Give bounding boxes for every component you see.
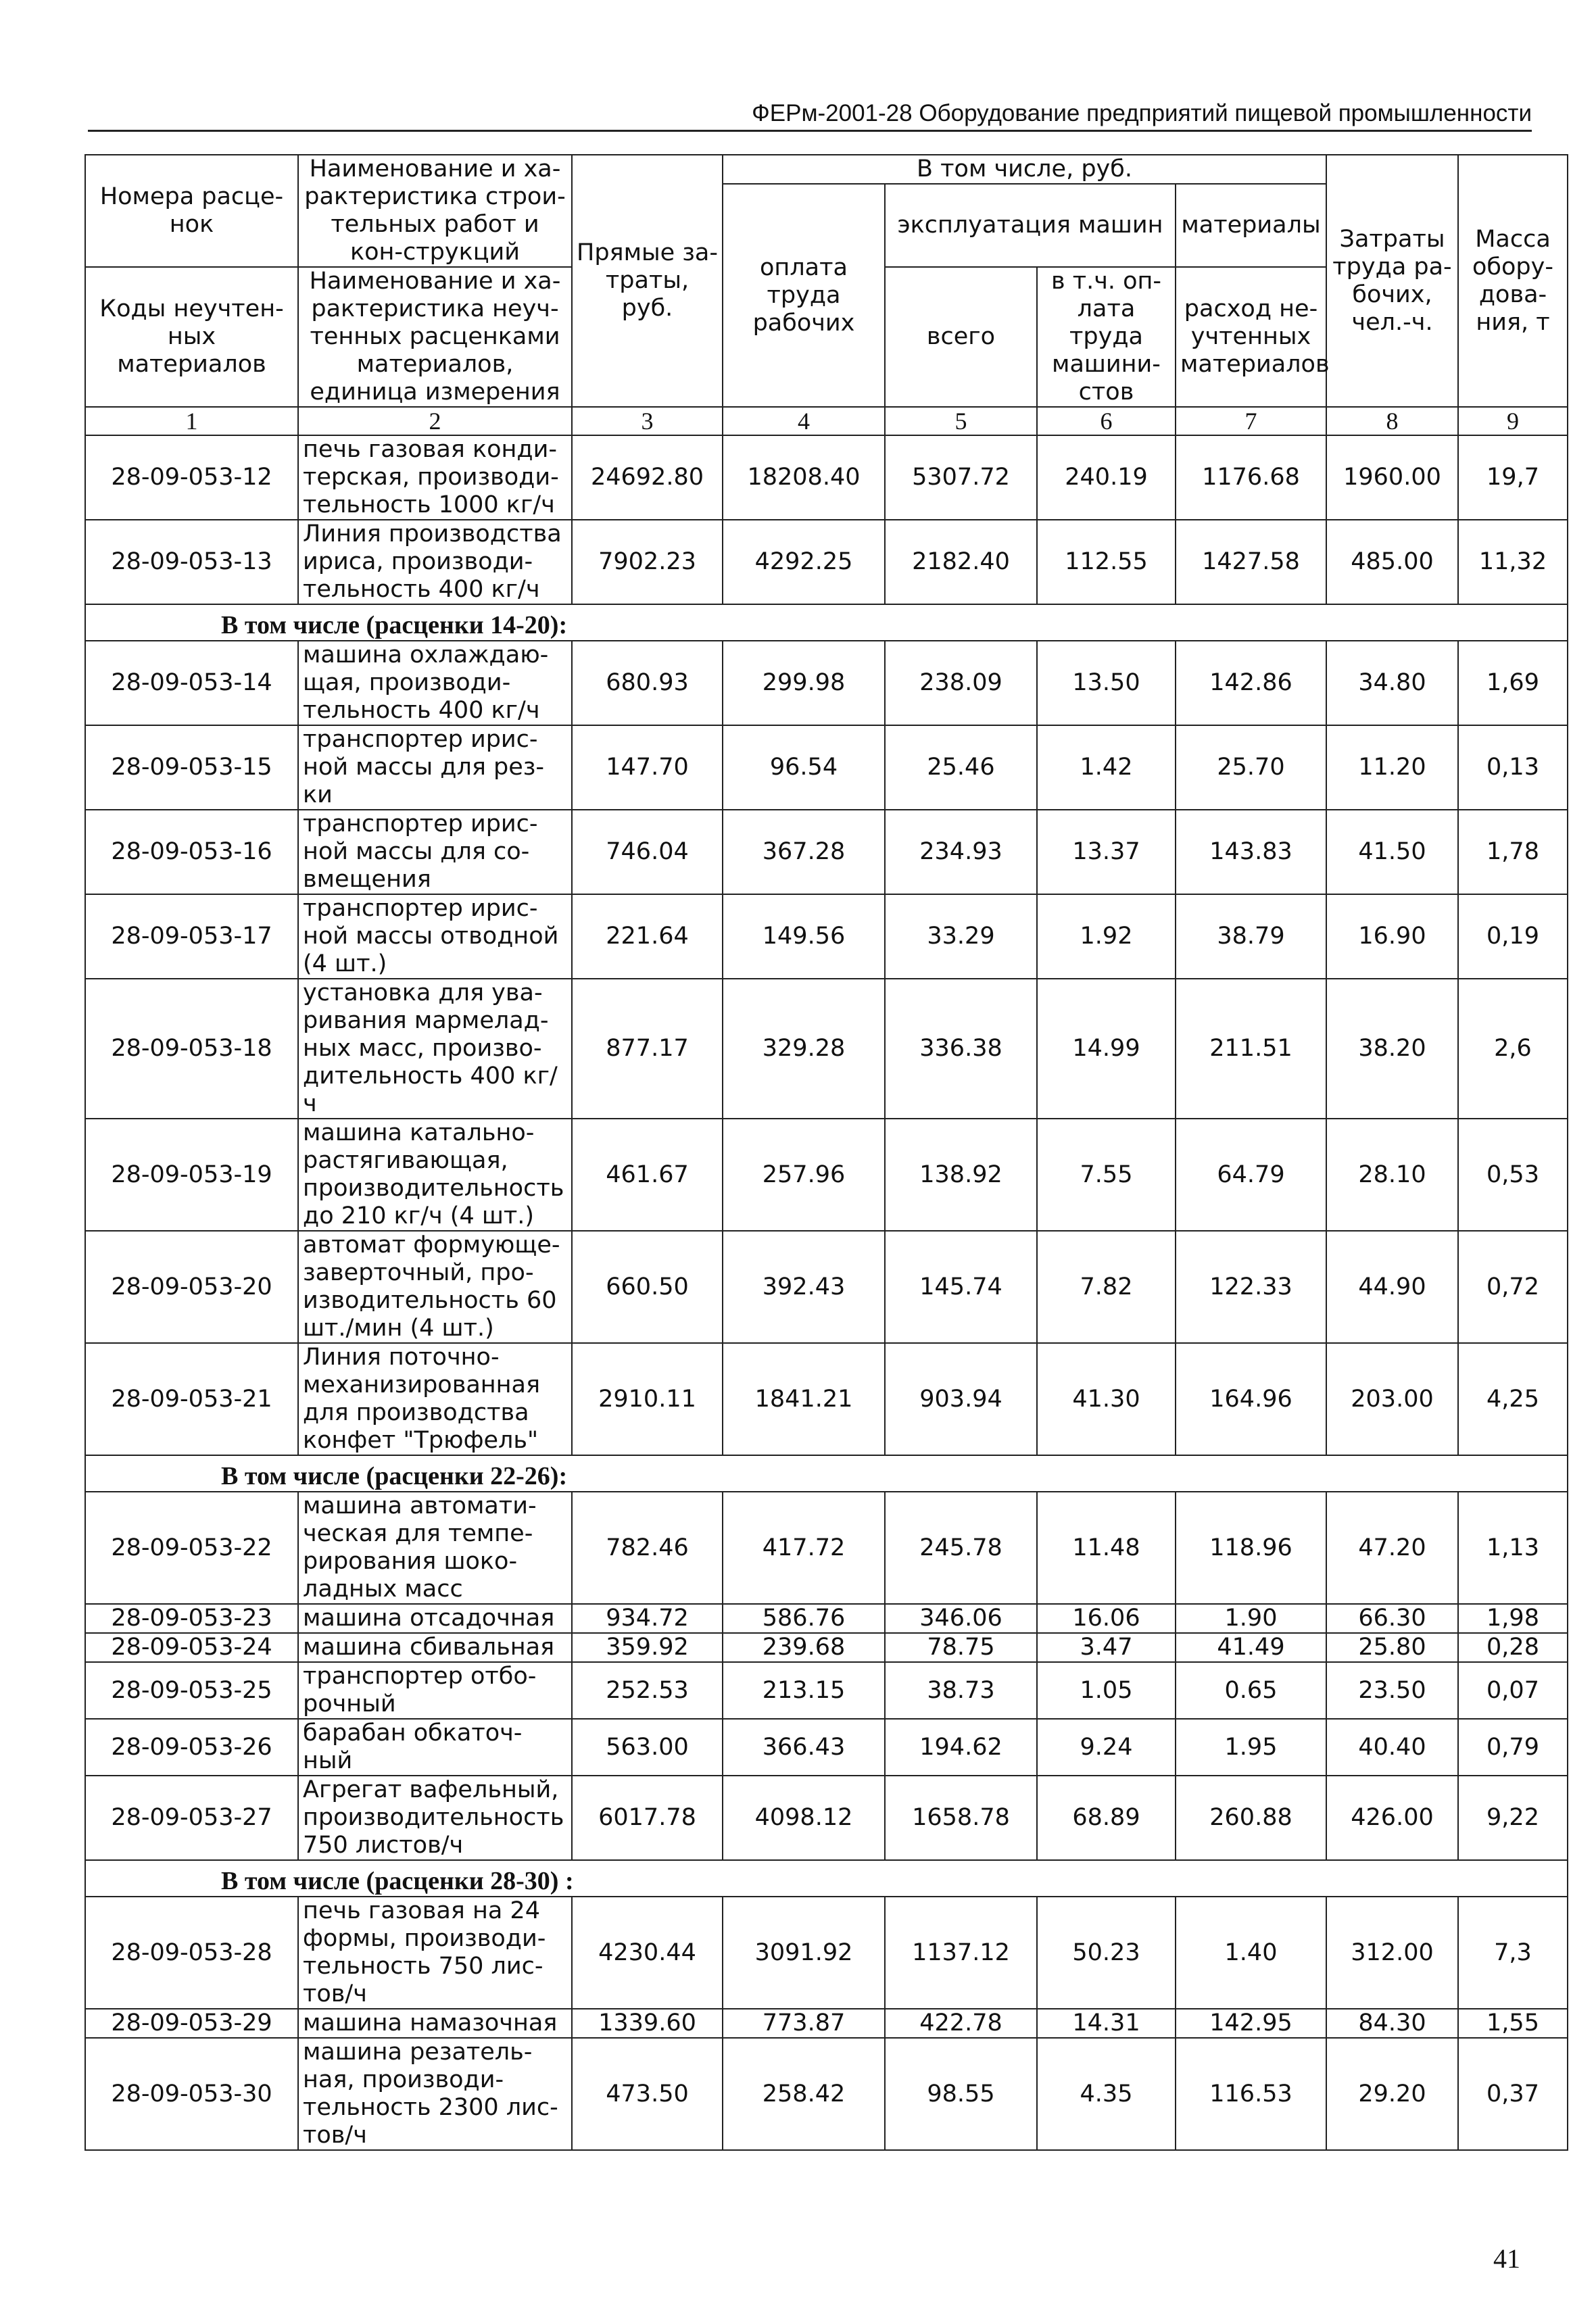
value-cell: 44.90 bbox=[1326, 1231, 1458, 1343]
value-cell: 245.78 bbox=[885, 1492, 1037, 1604]
work-name: транспортер ирис-ной массы отводной (4 шт.) bbox=[298, 894, 572, 979]
table-row bbox=[85, 641, 1568, 725]
value-cell: 2910.11 bbox=[572, 1343, 723, 1455]
column-numbers-row bbox=[85, 407, 1568, 435]
value-cell: 299.98 bbox=[723, 641, 885, 725]
value-cell: 14.99 bbox=[1037, 979, 1176, 1119]
value-cell: 238.09 bbox=[885, 641, 1037, 725]
value-cell: 64.79 bbox=[1176, 1119, 1326, 1231]
work-name: Линия производства ириса, производи-тельность 400 кг/ч bbox=[298, 520, 572, 604]
value-cell: 366.43 bbox=[723, 1719, 885, 1776]
header-machines-labor: в т.ч. оп-лата труда машини-стов bbox=[1037, 267, 1176, 407]
value-cell: 1.05 bbox=[1037, 1662, 1176, 1719]
table-row bbox=[85, 894, 1568, 979]
header-name-bottom: Наименование и ха-рактеристика неуч-тенных расценками материалов, единица измерения bbox=[298, 267, 572, 407]
rate-code: 28-09-053-16 bbox=[85, 810, 298, 894]
value-cell: 473.50 bbox=[572, 2038, 723, 2150]
value-cell: 149.56 bbox=[723, 894, 885, 979]
value-cell: 1,69 bbox=[1458, 641, 1568, 725]
rate-code: 28-09-053-28 bbox=[85, 1897, 298, 2009]
value-cell: 118.96 bbox=[1176, 1492, 1326, 1604]
value-cell: 1.90 bbox=[1176, 1604, 1326, 1633]
value-cell: 6017.78 bbox=[572, 1776, 723, 1860]
value-cell: 1658.78 bbox=[885, 1776, 1037, 1860]
value-cell: 1.42 bbox=[1037, 725, 1176, 810]
column-number: 1 bbox=[85, 407, 298, 435]
value-cell: 563.00 bbox=[572, 1719, 723, 1776]
table-row bbox=[85, 2038, 1568, 2150]
value-cell: 0,19 bbox=[1458, 894, 1568, 979]
header-codes-top: Номера расце-нок bbox=[85, 155, 298, 267]
column-number: 4 bbox=[723, 407, 885, 435]
rate-code: 28-09-053-30 bbox=[85, 2038, 298, 2150]
value-cell: 1.95 bbox=[1176, 1719, 1326, 1776]
work-name: транспортер ирис-ной массы для рез-ки bbox=[298, 725, 572, 810]
header-machines-total: всего bbox=[885, 267, 1037, 407]
rate-code: 28-09-053-20 bbox=[85, 1231, 298, 1343]
value-cell: 312.00 bbox=[1326, 1897, 1458, 2009]
value-cell: 877.17 bbox=[572, 979, 723, 1119]
column-number: 3 bbox=[572, 407, 723, 435]
header-direct-costs: Прямые за-траты, руб. bbox=[572, 155, 723, 407]
rate-code: 28-09-053-27 bbox=[85, 1776, 298, 1860]
page-header bbox=[88, 96, 1532, 132]
value-cell: 13.50 bbox=[1037, 641, 1176, 725]
value-cell: 147.70 bbox=[572, 725, 723, 810]
value-cell: 4292.25 bbox=[723, 520, 885, 604]
value-cell: 96.54 bbox=[723, 725, 885, 810]
value-cell: 213.15 bbox=[723, 1662, 885, 1719]
header-machines: эксплуатация машин bbox=[885, 184, 1176, 267]
table-row bbox=[85, 435, 1568, 520]
value-cell: 3091.92 bbox=[723, 1897, 885, 2009]
value-cell: 782.46 bbox=[572, 1492, 723, 1604]
table-row bbox=[85, 1604, 1568, 1633]
work-name: автомат формующе-заверточный, про-изводительность 60 шт./мин (4 шт.) bbox=[298, 1231, 572, 1343]
value-cell: 1.92 bbox=[1037, 894, 1176, 979]
value-cell: 25.46 bbox=[885, 725, 1037, 810]
value-cell: 0,37 bbox=[1458, 2038, 1568, 2150]
group-heading: В том числе (расценки 14-20): bbox=[85, 604, 1568, 641]
value-cell: 461.67 bbox=[572, 1119, 723, 1231]
value-cell: 239.68 bbox=[723, 1633, 885, 1662]
table-row bbox=[85, 1343, 1568, 1455]
value-cell: 1427.58 bbox=[1176, 520, 1326, 604]
table-body bbox=[85, 435, 1568, 2150]
table-row bbox=[85, 2009, 1568, 2038]
value-cell: 145.74 bbox=[885, 1231, 1037, 1343]
value-cell: 68.89 bbox=[1037, 1776, 1176, 1860]
rate-code: 28-09-053-12 bbox=[85, 435, 298, 520]
value-cell: 38.20 bbox=[1326, 979, 1458, 1119]
value-cell: 2182.40 bbox=[885, 520, 1037, 604]
value-cell: 11,32 bbox=[1458, 520, 1568, 604]
page-number: 41 bbox=[1493, 2243, 1520, 2274]
value-cell: 4.35 bbox=[1037, 2038, 1176, 2150]
rate-code: 28-09-053-24 bbox=[85, 1633, 298, 1662]
value-cell: 0,79 bbox=[1458, 1719, 1568, 1776]
value-cell: 660.50 bbox=[572, 1231, 723, 1343]
value-cell: 0,53 bbox=[1458, 1119, 1568, 1231]
header-labor-hours: Затраты труда ра-бочих, чел.-ч. bbox=[1326, 155, 1458, 407]
value-cell: 234.93 bbox=[885, 810, 1037, 894]
value-cell: 13.37 bbox=[1037, 810, 1176, 894]
value-cell: 260.88 bbox=[1176, 1776, 1326, 1860]
value-cell: 41.50 bbox=[1326, 810, 1458, 894]
value-cell: 28.10 bbox=[1326, 1119, 1458, 1231]
value-cell: 138.92 bbox=[885, 1119, 1037, 1231]
value-cell: 240.19 bbox=[1037, 435, 1176, 520]
rate-code: 28-09-053-14 bbox=[85, 641, 298, 725]
value-cell: 586.76 bbox=[723, 1604, 885, 1633]
value-cell: 746.04 bbox=[572, 810, 723, 894]
table-row bbox=[85, 1119, 1568, 1231]
group-heading-row bbox=[85, 604, 1568, 641]
header-labor-pay: оплата труда рабочих bbox=[723, 184, 885, 407]
value-cell: 1176.68 bbox=[1176, 435, 1326, 520]
value-cell: 1137.12 bbox=[885, 1897, 1037, 2009]
value-cell: 50.23 bbox=[1037, 1897, 1176, 2009]
table-row bbox=[85, 520, 1568, 604]
work-name: машина охлаждаю-щая, производи-тельность 400 кг/ч bbox=[298, 641, 572, 725]
page-title: ФЕРм-2001-28 Оборудование предприятий пищевой промышленности bbox=[752, 100, 1532, 126]
value-cell: 164.96 bbox=[1176, 1343, 1326, 1455]
value-cell: 143.83 bbox=[1176, 810, 1326, 894]
group-heading: В том числе (расценки 28-30) : bbox=[85, 1860, 1568, 1897]
rate-code: 28-09-053-19 bbox=[85, 1119, 298, 1231]
work-name: установка для ува-ривания мармелад-ных масс, произво-дительность 400 кг/ч bbox=[298, 979, 572, 1119]
work-name: машина катально-растягивающая, производительность до 210 кг/ч (4 шт.) bbox=[298, 1119, 572, 1231]
table-row bbox=[85, 1719, 1568, 1776]
value-cell: 84.30 bbox=[1326, 2009, 1458, 2038]
value-cell: 257.96 bbox=[723, 1119, 885, 1231]
value-cell: 38.79 bbox=[1176, 894, 1326, 979]
value-cell: 367.28 bbox=[723, 810, 885, 894]
rate-code: 28-09-053-17 bbox=[85, 894, 298, 979]
work-name: машина намазочная bbox=[298, 2009, 572, 2038]
value-cell: 359.92 bbox=[572, 1633, 723, 1662]
value-cell: 252.53 bbox=[572, 1662, 723, 1719]
value-cell: 7.55 bbox=[1037, 1119, 1176, 1231]
column-number: 7 bbox=[1176, 407, 1326, 435]
value-cell: 346.06 bbox=[885, 1604, 1037, 1633]
group-heading-row bbox=[85, 1455, 1568, 1492]
header-name-top: Наименование и ха-рактеристика строи-тельных работ и кон-струкций bbox=[298, 155, 572, 267]
value-cell: 142.86 bbox=[1176, 641, 1326, 725]
value-cell: 3.47 bbox=[1037, 1633, 1176, 1662]
value-cell: 25.70 bbox=[1176, 725, 1326, 810]
value-cell: 9.24 bbox=[1037, 1719, 1176, 1776]
value-cell: 19,7 bbox=[1458, 435, 1568, 520]
column-number: 5 bbox=[885, 407, 1037, 435]
value-cell: 329.28 bbox=[723, 979, 885, 1119]
table-row bbox=[85, 1492, 1568, 1604]
rate-code: 28-09-053-23 bbox=[85, 1604, 298, 1633]
group-heading: В том числе (расценки 22-26): bbox=[85, 1455, 1568, 1492]
work-name: печь газовая на 24 формы, производи-тельность 750 лис-тов/ч bbox=[298, 1897, 572, 2009]
value-cell: 16.90 bbox=[1326, 894, 1458, 979]
value-cell: 903.94 bbox=[885, 1343, 1037, 1455]
value-cell: 194.62 bbox=[885, 1719, 1037, 1776]
value-cell: 142.95 bbox=[1176, 2009, 1326, 2038]
work-name: Агрегат вафельный, производительность 750 листов/ч bbox=[298, 1776, 572, 1860]
value-cell: 40.40 bbox=[1326, 1719, 1458, 1776]
rates-table bbox=[84, 154, 1568, 2151]
value-cell: 485.00 bbox=[1326, 520, 1458, 604]
value-cell: 336.38 bbox=[885, 979, 1037, 1119]
value-cell: 0,07 bbox=[1458, 1662, 1568, 1719]
value-cell: 1,98 bbox=[1458, 1604, 1568, 1633]
value-cell: 392.43 bbox=[723, 1231, 885, 1343]
work-name: машина сбивальная bbox=[298, 1633, 572, 1662]
value-cell: 78.75 bbox=[885, 1633, 1037, 1662]
rate-code: 28-09-053-21 bbox=[85, 1343, 298, 1455]
value-cell: 0,72 bbox=[1458, 1231, 1568, 1343]
value-cell: 18208.40 bbox=[723, 435, 885, 520]
value-cell: 66.30 bbox=[1326, 1604, 1458, 1633]
header-materials: материалы bbox=[1176, 184, 1326, 267]
value-cell: 33.29 bbox=[885, 894, 1037, 979]
rate-code: 28-09-053-13 bbox=[85, 520, 298, 604]
column-number: 8 bbox=[1326, 407, 1458, 435]
value-cell: 0,28 bbox=[1458, 1633, 1568, 1662]
header-materials-unaccounted: расход не-учтенных материалов bbox=[1176, 267, 1326, 407]
rate-code: 28-09-053-15 bbox=[85, 725, 298, 810]
table-row bbox=[85, 1231, 1568, 1343]
value-cell: 417.72 bbox=[723, 1492, 885, 1604]
value-cell: 1960.00 bbox=[1326, 435, 1458, 520]
value-cell: 934.72 bbox=[572, 1604, 723, 1633]
work-name: барабан обкаточ-ный bbox=[298, 1719, 572, 1776]
value-cell: 1.40 bbox=[1176, 1897, 1326, 2009]
table-row bbox=[85, 1897, 1568, 2009]
value-cell: 11.48 bbox=[1037, 1492, 1176, 1604]
work-name: печь газовая конди-терская, производи-тельность 1000 кг/ч bbox=[298, 435, 572, 520]
group-heading-row bbox=[85, 1860, 1568, 1897]
value-cell: 41.49 bbox=[1176, 1633, 1326, 1662]
value-cell: 1841.21 bbox=[723, 1343, 885, 1455]
value-cell: 0.65 bbox=[1176, 1662, 1326, 1719]
value-cell: 4,25 bbox=[1458, 1343, 1568, 1455]
value-cell: 47.20 bbox=[1326, 1492, 1458, 1604]
value-cell: 203.00 bbox=[1326, 1343, 1458, 1455]
value-cell: 7.82 bbox=[1037, 1231, 1176, 1343]
value-cell: 9,22 bbox=[1458, 1776, 1568, 1860]
value-cell: 258.42 bbox=[723, 2038, 885, 2150]
value-cell: 25.80 bbox=[1326, 1633, 1458, 1662]
column-number: 6 bbox=[1037, 407, 1176, 435]
rate-code: 28-09-053-22 bbox=[85, 1492, 298, 1604]
work-name: машина автомати-ческая для темпе-рирования шоко-ладных масс bbox=[298, 1492, 572, 1604]
work-name: машина отсадочная bbox=[298, 1604, 572, 1633]
value-cell: 11.20 bbox=[1326, 725, 1458, 810]
value-cell: 122.33 bbox=[1176, 1231, 1326, 1343]
value-cell: 16.06 bbox=[1037, 1604, 1176, 1633]
rate-code: 28-09-053-29 bbox=[85, 2009, 298, 2038]
table-row bbox=[85, 725, 1568, 810]
value-cell: 98.55 bbox=[885, 2038, 1037, 2150]
value-cell: 7,3 bbox=[1458, 1897, 1568, 2009]
value-cell: 0,13 bbox=[1458, 725, 1568, 810]
value-cell: 426.00 bbox=[1326, 1776, 1458, 1860]
value-cell: 221.64 bbox=[572, 894, 723, 979]
table-row bbox=[85, 1776, 1568, 1860]
value-cell: 29.20 bbox=[1326, 2038, 1458, 2150]
value-cell: 422.78 bbox=[885, 2009, 1037, 2038]
value-cell: 211.51 bbox=[1176, 979, 1326, 1119]
value-cell: 1,55 bbox=[1458, 2009, 1568, 2038]
value-cell: 24692.80 bbox=[572, 435, 723, 520]
value-cell: 1,78 bbox=[1458, 810, 1568, 894]
table-row bbox=[85, 1633, 1568, 1662]
work-name: транспортер отбо-рочный bbox=[298, 1662, 572, 1719]
rate-code: 28-09-053-18 bbox=[85, 979, 298, 1119]
table-row bbox=[85, 1662, 1568, 1719]
work-name: Линия поточно-механизированная для производства конфет "Трюфель" bbox=[298, 1343, 572, 1455]
column-number: 2 bbox=[298, 407, 572, 435]
value-cell: 4230.44 bbox=[572, 1897, 723, 2009]
table-row bbox=[85, 979, 1568, 1119]
value-cell: 1,13 bbox=[1458, 1492, 1568, 1604]
value-cell: 1339.60 bbox=[572, 2009, 723, 2038]
value-cell: 41.30 bbox=[1037, 1343, 1176, 1455]
header-codes-bottom: Коды неучтен-ных материалов bbox=[85, 267, 298, 407]
value-cell: 34.80 bbox=[1326, 641, 1458, 725]
value-cell: 4098.12 bbox=[723, 1776, 885, 1860]
column-number: 9 bbox=[1458, 407, 1568, 435]
rate-code: 28-09-053-25 bbox=[85, 1662, 298, 1719]
value-cell: 5307.72 bbox=[885, 435, 1037, 520]
rate-code: 28-09-053-26 bbox=[85, 1719, 298, 1776]
value-cell: 14.31 bbox=[1037, 2009, 1176, 2038]
value-cell: 7902.23 bbox=[572, 520, 723, 604]
work-name: транспортер ирис-ной массы для со-вмещения bbox=[298, 810, 572, 894]
value-cell: 38.73 bbox=[885, 1662, 1037, 1719]
work-name: машина резатель-ная, производи-тельность 2300 лис-тов/ч bbox=[298, 2038, 572, 2150]
table-row bbox=[85, 810, 1568, 894]
header-including: В том числе, руб. bbox=[723, 155, 1326, 184]
header-equipment-mass: Масса обору-дова-ния, т bbox=[1458, 155, 1568, 407]
value-cell: 23.50 bbox=[1326, 1662, 1458, 1719]
value-cell: 116.53 bbox=[1176, 2038, 1326, 2150]
value-cell: 680.93 bbox=[572, 641, 723, 725]
value-cell: 112.55 bbox=[1037, 520, 1176, 604]
value-cell: 773.87 bbox=[723, 2009, 885, 2038]
value-cell: 2,6 bbox=[1458, 979, 1568, 1119]
